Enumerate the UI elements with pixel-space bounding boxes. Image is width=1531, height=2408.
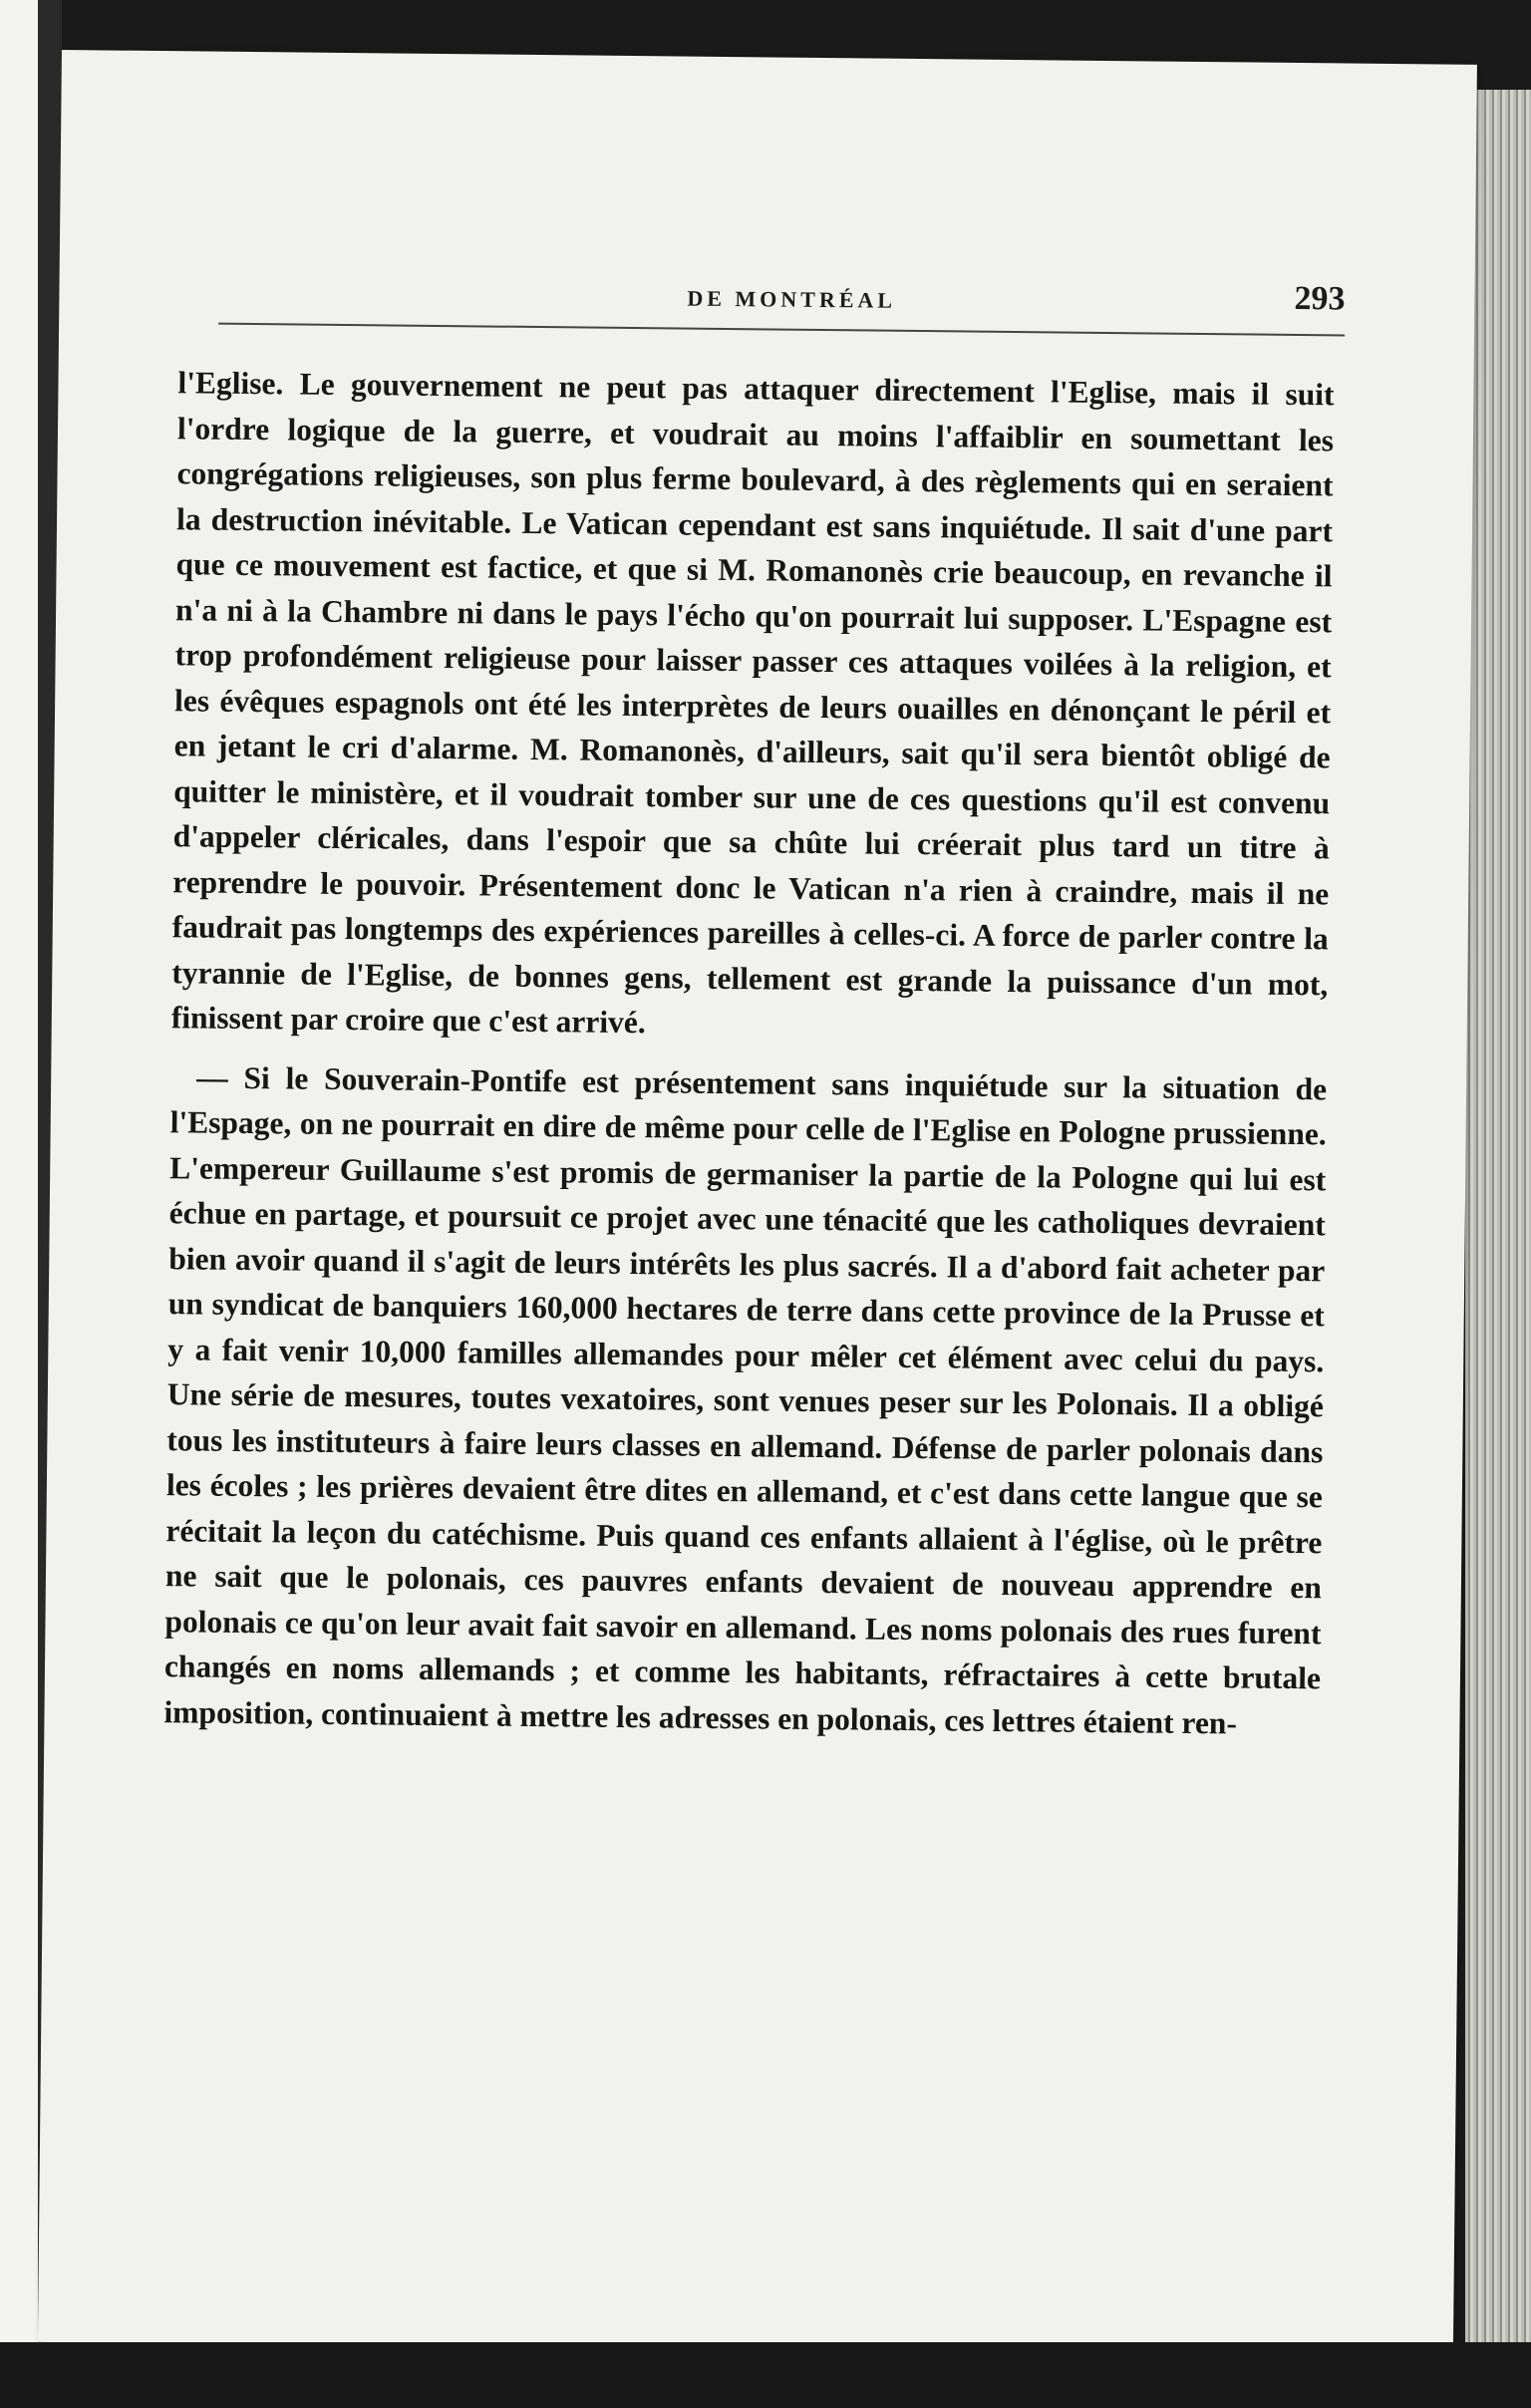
page-header: [218, 231, 1346, 353]
paragraph-2: — Si le Souverain-Pontife est présentement sans inquiétude sur la situation de l'Espage, on ne pourrait en dire de même pour celle de l'Eglise en Pologne prussienne. L'empereur Guillaume s'est promis de germaniser la partie de la Pologne qui lui est échue en partage, et poursuit ce projet avec une ténacité que les catholiques devraient bien avoir quand il s'agit de leurs intérêts les plus sacrés. Il a d'abord fait acheter par un syndicat de banquiers 160,000 hectares de terre dans cette province de la Prusse et y a fait venir 10,000 familles allemandes pour mêler cet élément avec celui du pays. Une série de mesures, toutes vexatoires, sont venues peser sur les Polonais. Il a obligé tous les instituteurs à faire leurs classes en allemand. Défense de parler polonais dans les écoles ; les prières devaient être dites en allemand, et c'est dans cette langue que se récitait la leçon du catéchisme. Puis quand ces enfants allaient à l'église, où le prêtre ne sait que le polonais, ces pauvres enfants devaient de nouveau apprendre en polonais ce qu'on leur avait fait savoir en allemand. Les noms polonais des rues furent changés en noms allemands ; et comme les habitants, réfractaires à cette brutale imposition, continuaient à mettre les adresses en polonais, ces lettres étaient ren-: [163, 1058, 1328, 1740]
page-number: 293: [1294, 279, 1346, 318]
scanner-bottom-band: [0, 2342, 1531, 2408]
page-stack-edges: [1465, 90, 1531, 2362]
body-text: [163, 360, 1334, 1746]
book-page: [38, 50, 1477, 2357]
header-rule: [218, 323, 1345, 337]
running-title: DE MONTRÉAL: [687, 285, 897, 313]
paragraph-1: l'Eglise. Le gouvernement ne peut pas attaquer directement l'Eglise, mais il suit l'ordre logique de la guerre, et voudrait au moins l'affaiblir en soumettant les congrégations religieuses, son plus ferme boulevard, à des règlements qui en seraient la destruction inévitable. Le Vatican cependant est sans inquiétude. Il sait d'une part que ce mouvement est factice, et que si M. Romanonès crie beaucoup, en revanche il n'a ni à la Chambre ni dans le pays l'écho qu'on pourrait lui supposer. L'Espagne est trop profondément religieuse pour laisser passer ces attaques voilées à la religion, et les évêques espagnols ont été les interprètes de leurs ouailles en dénonçant le péril et en jetant le cri d'alarme. M. Romanonès, d'ailleurs, sait qu'il sera bientôt obligé de quitter le ministère, et il voudrait tomber sur une de ces questions qu'il est convenu d'appeler cléricales, dans l'espoir que sa chûte lui créerait plus tard un titre à reprendre le pouvoir. Présentement donc le Vatican n'a rien à craindre, mais il ne faudrait pas longtemps des expériences pareilles à celles-ci. A force de parler contre la tyrannie de l'Eglise, de bonnes gens, tellement est grande la puissance d'un mot, finissent par croire que c'est arrivé.: [170, 365, 1335, 1041]
